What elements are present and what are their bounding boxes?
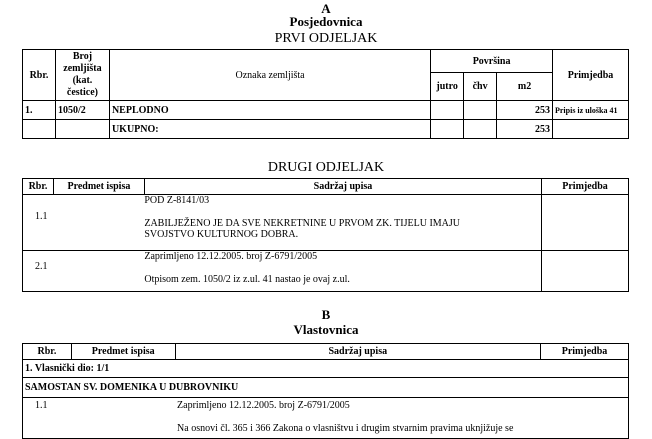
col-header-primjedba: Primjedba: [542, 179, 629, 195]
cell-oznaka: NEPLODNO: [109, 101, 430, 120]
entries-table: [22, 178, 629, 292]
col-header-rbr: Rbr.: [23, 50, 56, 101]
col-header-jutro: jutro: [431, 73, 464, 101]
part2-title: DRUGI ODJELJAK: [267, 160, 385, 175]
table-row: [23, 195, 629, 251]
total-label: UKUPNO:: [109, 120, 430, 139]
col-header-oznaka: Oznaka zemljišta: [109, 50, 430, 101]
cell-primjedba: Pripis iz uloška 41: [552, 101, 628, 120]
col-header-sadrzaj: Sadržaj upisa: [144, 179, 541, 195]
section-a-letter: A: [321, 1, 331, 16]
ownership-table: [22, 343, 629, 439]
entry-rbr: 1.1: [35, 211, 48, 222]
total-row: [23, 120, 629, 139]
entry-line: Na osnovi čl. 365 i 366 Zakona o vlasništvu i drugim stvarnim pravima uknjižuje se: [177, 423, 514, 434]
entry-rbr: 2.1: [35, 261, 48, 272]
section-b-letter: B: [321, 307, 331, 322]
table-row: [23, 251, 629, 292]
entry-line: Zaprimljeno 12.12.2005. broj Z-6791/2005: [177, 400, 350, 411]
col-header-sadrzaj: Sadržaj upisa: [175, 344, 540, 360]
entry-line: SVOJSTVO KULTURNOG DOBRA.: [144, 229, 299, 240]
cell-broj: 1050/2: [55, 101, 109, 120]
col-header-povrsina: Površina: [431, 50, 553, 73]
col-header-rbr: Rbr.: [23, 344, 72, 360]
col-header-m2: m2: [497, 73, 553, 101]
col-header-predmet: Predmet ispisa: [53, 179, 144, 195]
entry-line: POD Z-8141/03: [144, 195, 210, 206]
land-parcels-table: [22, 49, 629, 139]
section-b-title: Vlastovnica: [293, 322, 359, 337]
col-header-broj: Broj zemljišta (kat. čestice): [55, 50, 109, 101]
owner-name: SAMOSTAN SV. DOMENIKA U DUBROVNIKU: [23, 378, 629, 398]
cell-jutro: [431, 101, 464, 120]
entry-line: Zaprimljeno 12.12.2005. broj Z-6791/2005: [144, 251, 318, 262]
section-a-title: Posjedovnica: [289, 14, 363, 29]
table-row: [23, 101, 629, 120]
total-m2: 253: [497, 120, 553, 139]
entry-rbr: 1.1: [35, 400, 48, 411]
entry-line: Otpisom zem. 1050/2 iz z.ul. 41 nastao je ovaj z.ul.: [144, 274, 350, 285]
cell-m2: 253: [497, 101, 553, 120]
entry-line: ZABILJEŽENO JE DA SVE NEKRETNINE U PRVOM ZK. TIJELU IMAJU: [144, 218, 461, 229]
col-header-primjedba: Primjedba: [552, 50, 628, 101]
table-row: [23, 398, 629, 439]
part1-title: PRVI ODJELJAK: [274, 31, 378, 46]
owner-share: 1. Vlasnički dio: 1/1: [23, 360, 629, 378]
col-header-primjedba: Primjedba: [541, 344, 629, 360]
cell-rbr: 1.: [23, 101, 56, 120]
col-header-rbr: Rbr.: [23, 179, 54, 195]
col-header-predmet: Predmet ispisa: [71, 344, 175, 360]
col-header-chv: čhv: [464, 73, 497, 101]
cell-chv: [464, 101, 497, 120]
